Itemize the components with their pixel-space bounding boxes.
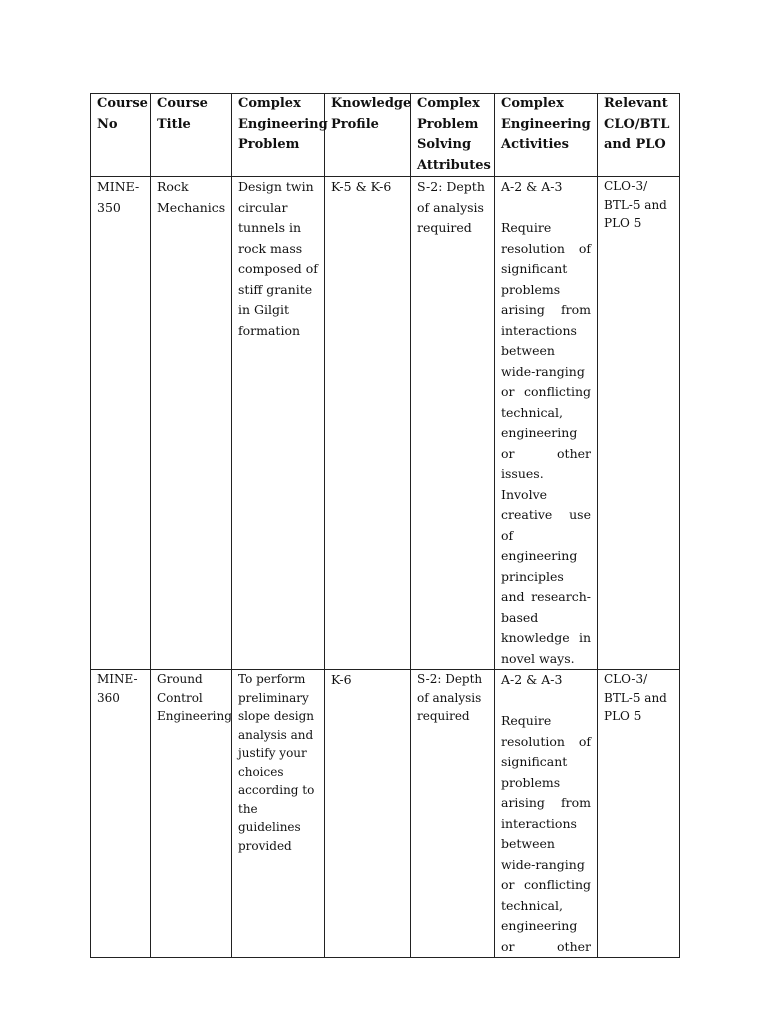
cell-course-no: MINE-360 <box>91 670 151 958</box>
table-header-row <box>91 94 680 177</box>
table-row <box>91 670 680 958</box>
cell-attributes: S-2: Depth of analysis required <box>411 177 495 670</box>
cell-course-no: MINE-350 <box>91 177 151 670</box>
header-complex-engineering-problem: Complex Engineering Problem <box>232 94 325 177</box>
cell-problem: Design twin circular tunnels in rock mass composed of stiff granite in Gilgit formation <box>232 177 325 670</box>
header-knowledge-profile: Knowledge Profile <box>325 94 411 177</box>
header-course-title: Course Title <box>151 94 232 177</box>
cell-course-title: Rock Mechanics <box>151 177 232 670</box>
cell-relevant: CLO-3/ BTL-5 and PLO 5 <box>598 177 680 670</box>
cell-activities <box>495 177 598 670</box>
header-relevant-clo-btl-plo: Relevant CLO/BTL and PLO <box>598 94 680 177</box>
activities-head: A-2 & A-3 <box>501 179 563 194</box>
header-complex-engineering-activities: Complex Engineering Activities <box>495 94 598 177</box>
course-table <box>90 93 680 958</box>
cell-attributes: S-2: Depth of analysis required <box>411 670 495 958</box>
cell-activities <box>495 670 598 958</box>
activities-text: Require resolution of significant problems arising from interactions between wide-ranging or conflicting technical, engineering or other issues. Involve creative use of engineering principles and research-based knowledge in novel ways. <box>501 220 591 666</box>
cell-knowledge: K-6 <box>325 670 411 958</box>
activities-text: Require resolution of significant problems arising from interactions between wide-ranging or conflicting technical, engineering or other <box>501 713 591 954</box>
table-row <box>91 177 680 670</box>
activities-head: A-2 & A-3 <box>501 672 563 687</box>
header-complex-problem-solving-attributes: Complex Problem Solving Attributes <box>411 94 495 177</box>
cell-relevant: CLO-3/ BTL-5 and PLO 5 <box>598 670 680 958</box>
cell-course-title: Ground Control Engineering <box>151 670 232 958</box>
header-course-no: Course No <box>91 94 151 177</box>
cell-problem: To perform preliminary slope design analysis and justify your choices according to the guidelines provided <box>232 670 325 958</box>
cell-knowledge: K-5 & K-6 <box>325 177 411 670</box>
